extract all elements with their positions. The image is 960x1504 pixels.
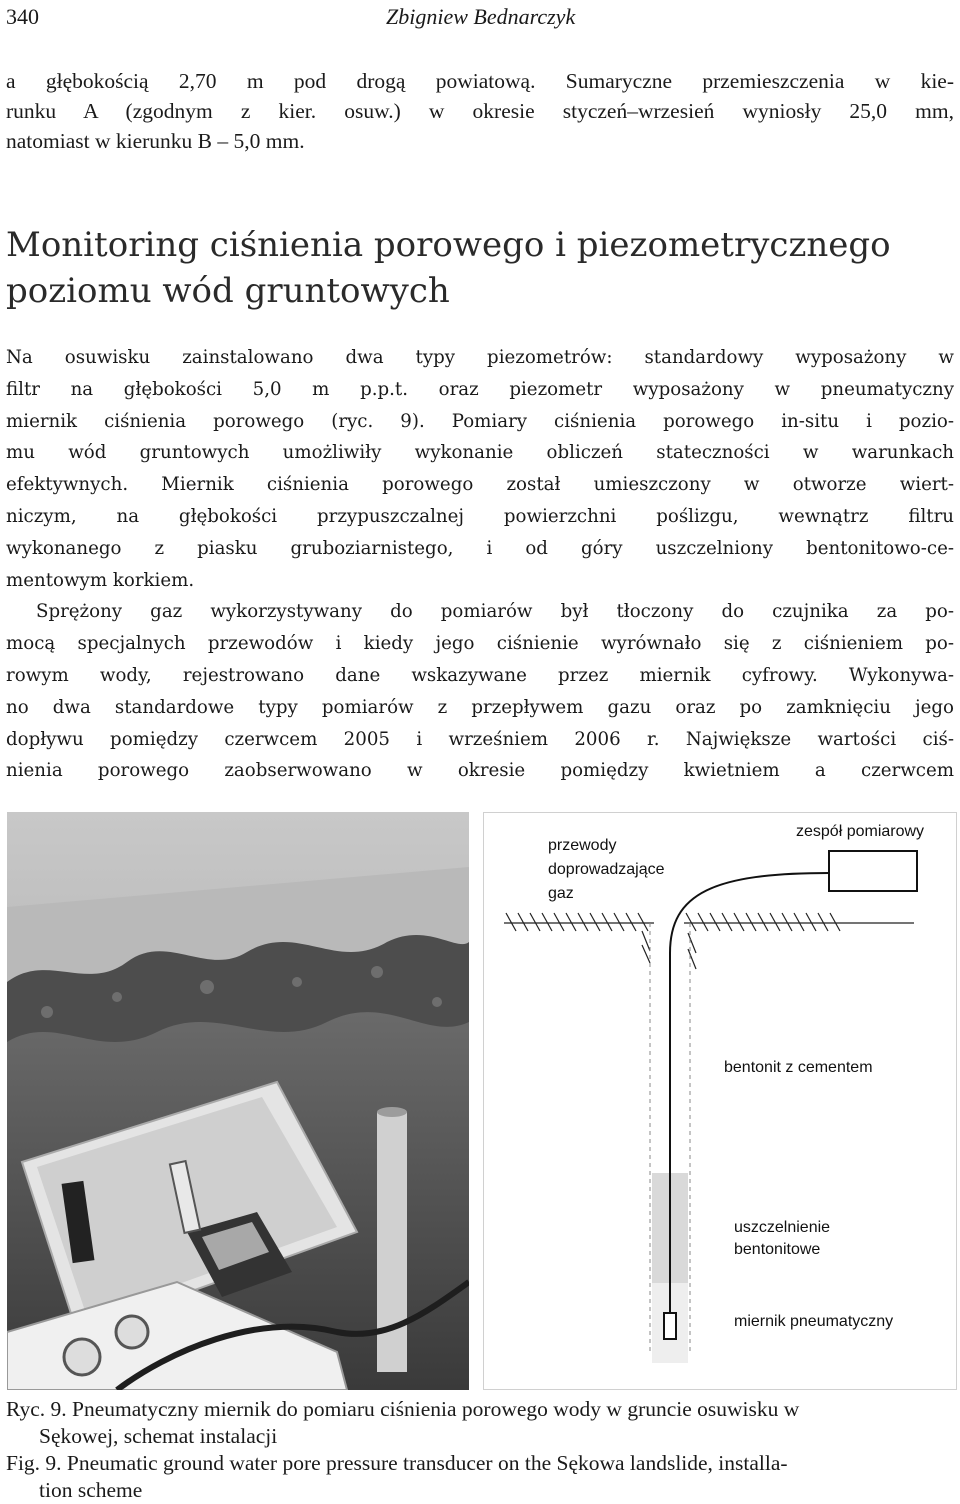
page-number: 340 (6, 4, 39, 29)
text-line: dopływu pomiędzy czerwcem 2005 i wrześniem 2006 r. Największe wartości ciś- (6, 728, 954, 750)
label-pneumatic-meter: miernik pneumatyczny (734, 1313, 894, 1330)
text-line: niczym, na głębokości przypuszczalnej powierzchni poślizgu, wewnątrz filtru (6, 505, 954, 527)
text-line: nienia porowego zaobserwowano w okresie pomiędzy kwietniem a czerwcem (6, 760, 954, 782)
heading-line: poziomu wód gruntowych (6, 271, 450, 311)
label-bentonite-cement: bentonit z cementem (724, 1059, 873, 1076)
heading-line: Monitoring ciśnienia porowego i piezometrycznego (6, 225, 891, 265)
text-line: rowym wody, rejestrowano dane wskazywane przez miernik cyfrowy. Wykonywa- (6, 664, 954, 686)
label-seal-line1: uszczelnienie (734, 1219, 831, 1236)
text-line: mu wód gruntowych umożliwiły wykonanie obliczeń stateczności w warunkach (6, 442, 954, 464)
intro-paragraph (6, 66, 954, 156)
pneumatic-meter-symbol (664, 1313, 676, 1339)
caption-pl-line2: Sękowej, schemat instalacji (39, 1424, 278, 1448)
page-header (6, 4, 950, 34)
label-tubes-line3: gaz (548, 885, 574, 902)
caption-pl-line1: Ryc. 9. Pneumatyczny miernik do pomiaru ciśnienia porowego wody w gruncie osuwisku w (6, 1397, 800, 1421)
text-line: no dwa standardowe typy pomiarów z przepływem gazu oraz po zamknięciu jego (6, 696, 954, 718)
text-line: mocą specjalnych przewodów i kiedy jego ciśnienie wyrównało się z ciśnieniem po- (6, 633, 954, 655)
field-photo-illustration (7, 812, 469, 1390)
label-seal-line2: bentonitowe (734, 1241, 821, 1258)
installation-schematic (483, 812, 957, 1390)
text-line: efektywnych. Miernik ciśnienia porowego został umieszczony w otworze wiert- (6, 474, 954, 496)
ground-hatch-right (684, 913, 914, 969)
body-paragraphs (6, 342, 954, 787)
text-line: a głębokością 2,70 m pod drogą powiatową. Sumaryczne przemieszczenia w kie- (6, 69, 954, 93)
caption-en-line1: Fig. 9. Pneumatic ground water pore pressure transducer on the Sękowa landslide, installa- (6, 1451, 788, 1475)
label-measurement-unit: zespół pomiarowy (796, 823, 925, 840)
label-tubes-line1: przewody (548, 837, 617, 854)
text-line: natomiast w kierunku B – 5,0 mm. (6, 129, 305, 153)
measurement-unit-box (829, 851, 917, 891)
text-line: wykonanego z piasku gruboziarnistego, i od góry uszczelniony bentonitowo-ce- (6, 537, 954, 559)
label-tubes-line2: doprowadzające (548, 861, 665, 878)
caption-en-line2: tion scheme (39, 1478, 143, 1502)
text-line: filtr na głębokości 5,0 m p.p.t. oraz piezometr wyposażony w pneumatyczny (6, 378, 954, 400)
running-author: Zbigniew Bednarczyk (386, 4, 576, 29)
text-line: runku A (zgodnym z kier. osuw.) w okresie styczeń–wrzesień wyniosły 25,0 mm, (6, 99, 954, 123)
figure-caption (6, 1396, 956, 1504)
figure-9 (7, 812, 957, 1392)
text-line: mentowym korkiem. (6, 569, 195, 591)
ground-hatch-left (504, 913, 654, 963)
field-photo (7, 812, 469, 1390)
text-line: Na osuwisku zainstalowano dwa typy piezometrów: standardowy wyposażony w (6, 347, 954, 368)
section-heading (6, 222, 954, 314)
text-line: Sprężony gaz wykorzystywany do pomiarów był tłoczony do czujnika za po- (36, 601, 954, 623)
text-line: miernik ciśnienia porowego (ryc. 9). Pomiary ciśnienia porowego in-situ i pozio- (6, 410, 954, 432)
